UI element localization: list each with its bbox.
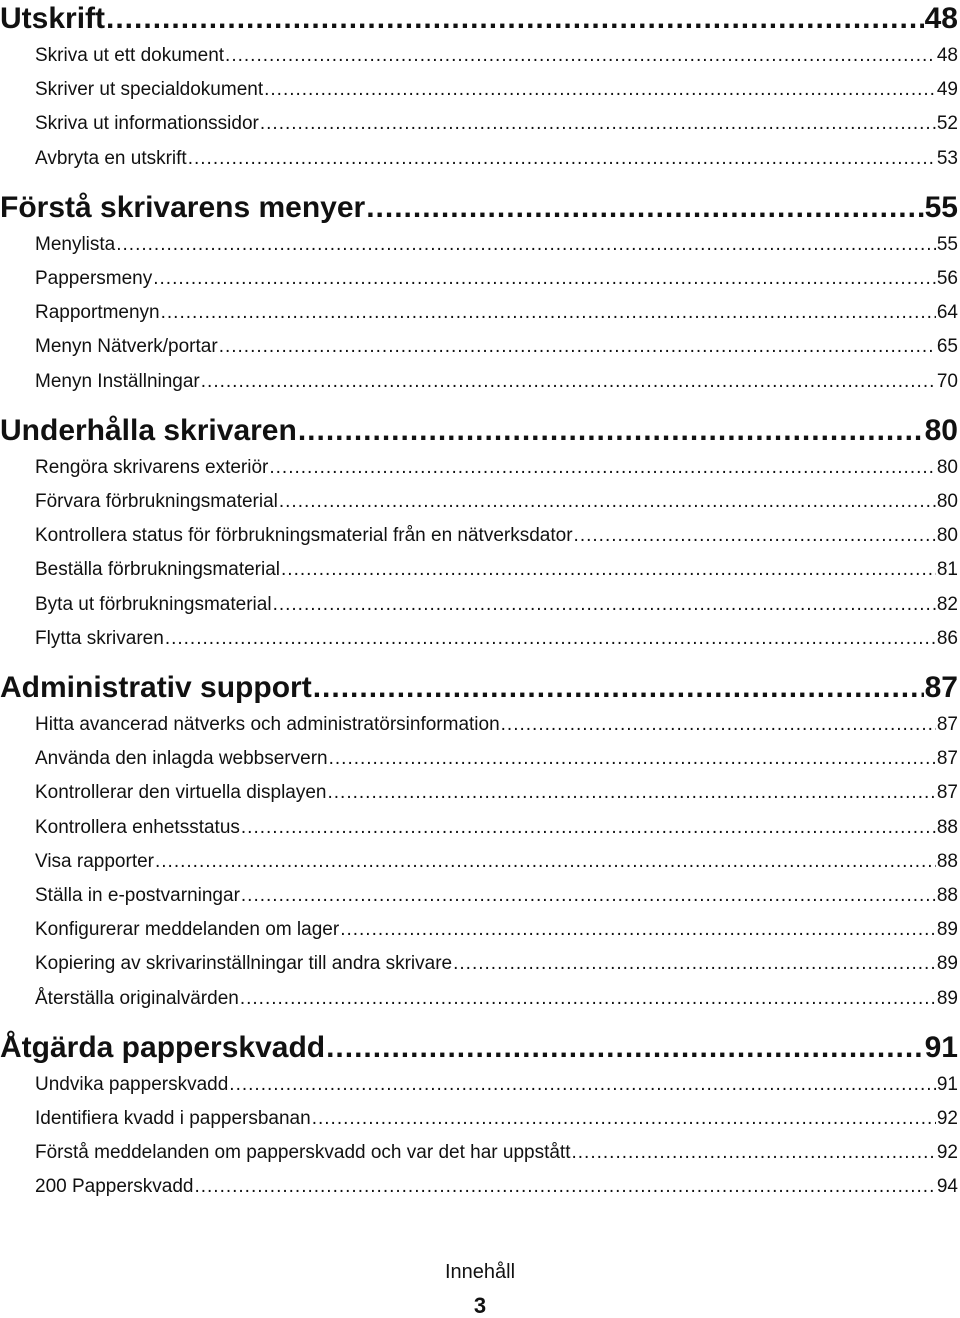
dot-leader [106,2,924,36]
toc-entry [35,593,958,617]
toc-entry [35,233,958,257]
toc-entry [35,627,958,651]
toc-entry [35,335,958,359]
toc-entry-page: 87 [936,782,958,804]
toc-entry [35,370,958,394]
toc-entry-page: 48 [936,45,958,66]
toc-chapter [0,191,958,225]
toc-entry-title: Kontrollera enhetsstatus [35,816,240,838]
dot-leader [240,987,936,1011]
toc-entry-title: Byta ut förbrukningsmaterial [35,593,272,615]
toc-entry [35,78,958,102]
toc-entry-page: 92 [936,1142,958,1164]
toc-entry [35,747,958,771]
toc-entry-title: Menylista [35,233,116,255]
footer-section-label: Innehåll [444,1261,516,1283]
dot-leader [453,952,936,976]
dot-leader [572,1141,936,1165]
toc-entry-title: Kontrollera status för förbrukningsmaterial från en nätverksdator [35,525,573,547]
toc-entry-page: 70 [936,370,958,392]
dot-leader [312,1107,936,1131]
toc-entry-page: 89 [936,919,958,941]
toc-entry-title: Menyn Nätverk/portar [35,336,218,358]
toc-entry-title: Kontrollerar den virtuella displayen [35,782,327,804]
toc-entry-page: 65 [936,336,958,358]
toc-entry [35,267,958,291]
toc-entry-title: Flytta skrivaren [35,627,164,649]
toc-entry-page: 89 [936,987,958,1009]
toc-entry [35,112,958,136]
toc-entry-title: 200 Papperskvadd [35,1176,194,1198]
toc-entry-page: 81 [936,559,958,581]
toc-entry [35,850,958,874]
dot-leader [281,558,936,582]
toc-entry-page: 55 [936,233,958,255]
toc-entry [35,44,958,68]
toc-entry-page: 80 [936,525,958,547]
dot-leader [329,747,936,771]
toc-entry-title: Undvika papperskvadd [35,1073,229,1095]
toc-chapter-page: 55 [924,190,958,224]
toc-entry-title: Skriva ut ett dokument [35,45,225,66]
dot-leader [225,44,936,68]
toc-entry-title: Pappersmeny [35,268,153,289]
toc-entry [35,1141,958,1165]
dot-leader [298,414,924,448]
toc-entry-title: Visa rapporter [35,850,154,872]
dot-leader [219,335,936,359]
dot-leader [328,781,936,805]
toc-entry-title: Menyn Inställningar [35,370,200,392]
toc-entry-title: Skriva ut informationssidor [35,113,259,135]
toc-entry-page: 80 [936,456,958,478]
toc-entry [35,1073,958,1097]
toc-entry-page: 89 [936,953,958,975]
toc-entry [35,1107,958,1131]
toc-entry-title: Ställa in e-postvarningar [35,885,240,906]
toc-entry-title: Avbryta en utskrift [35,147,187,169]
toc-entry-page: 88 [936,816,958,838]
dot-leader [313,671,924,705]
toc-entry-page: 53 [936,147,958,169]
toc-entry-page: 88 [936,885,958,906]
dot-leader [194,1175,935,1199]
dot-leader [241,816,936,840]
toc-entry [35,884,958,908]
toc-entry [35,490,958,514]
toc-chapter [0,1031,958,1065]
toc-entry [35,147,958,171]
toc-entry [35,1175,958,1199]
toc-chapter-title: Åtgärda papperskvadd [0,1030,326,1064]
toc-chapter-page: 80 [924,413,958,447]
toc-entry-title: Förstå meddelanden om papperskvadd och var det har uppstått [35,1142,571,1164]
toc-chapter-page: 91 [924,1030,958,1064]
toc-entry-title: Kopiering av skrivarinställningar till andra skrivare [35,953,453,975]
dot-leader [153,267,936,291]
toc-entry [35,918,958,942]
toc-chapter-page: 87 [924,671,958,704]
dot-leader [201,370,936,394]
toc-entry-page: 87 [936,748,958,770]
dot-leader [269,456,935,480]
toc-entry [35,713,958,737]
dot-leader [116,233,936,257]
dot-leader [273,593,936,617]
toc-entry-page: 87 [936,714,958,735]
dot-leader [165,627,936,651]
toc-entry [35,781,958,805]
toc-entry-page: 94 [936,1176,958,1198]
toc-entry-page: 52 [936,113,958,135]
toc-chapter [0,2,958,36]
toc-chapter-title: Förstå skrivarens menyer [0,190,366,224]
toc-entry [35,987,958,1011]
toc-entry-title: Rengöra skrivarens exteriör [35,456,269,478]
dot-leader [241,884,936,908]
toc-entry-page: 56 [936,268,958,289]
dot-leader [264,78,936,102]
toc-entry-page: 49 [936,79,958,101]
dot-leader [574,524,936,548]
dot-leader [279,490,936,514]
toc-entry [35,952,958,976]
toc-chapter [0,414,958,448]
dot-leader [161,301,936,325]
toc-entry-title: Rapportmenyn [35,302,160,324]
dot-leader [340,918,936,942]
toc-chapter-title: Administrativ support [0,671,312,704]
toc-entry [35,456,958,480]
dot-leader [326,1031,924,1065]
toc-chapter-title: Underhålla skrivaren [0,413,297,447]
dot-leader [366,191,923,225]
footer-page-number: 3 [473,1293,487,1318]
dot-leader [501,713,936,737]
toc-chapter-title: Utskrift [0,2,106,35]
toc-entry [35,301,958,325]
toc-entry-title: Beställa förbrukningsmaterial [35,559,281,581]
toc-chapter-page: 48 [924,2,958,35]
toc-entry-page: 86 [936,627,958,649]
toc-entry-title: Hitta avancerad nätverks och administratörsinformation [35,714,500,735]
toc-entry-title: Återställa originalvärden [35,987,239,1009]
toc-entry-title: Använda den inlagda webbservern [35,748,328,770]
toc-entry-title: Konfigurerar meddelanden om lager [35,919,340,941]
dot-leader [188,147,936,171]
dot-leader [155,850,936,874]
toc-chapter [0,671,958,705]
toc-entry-page: 80 [936,491,958,512]
toc-entry [35,816,958,840]
toc-entry [35,524,958,548]
dot-leader [260,112,936,136]
toc-entry-page: 91 [936,1073,958,1095]
toc-entry-title: Identifiera kvadd i pappersbanan [35,1108,311,1129]
toc-entry-title: Förvara förbrukningsmaterial [35,491,278,512]
toc-entry-page: 88 [936,850,958,872]
toc-entry-title: Skriver ut specialdokument [35,79,264,101]
toc-entry-page: 92 [936,1108,958,1129]
toc-entry [35,558,958,582]
dot-leader [229,1073,936,1097]
toc-entry-page: 82 [936,593,958,615]
toc-entry-page: 64 [936,302,958,324]
